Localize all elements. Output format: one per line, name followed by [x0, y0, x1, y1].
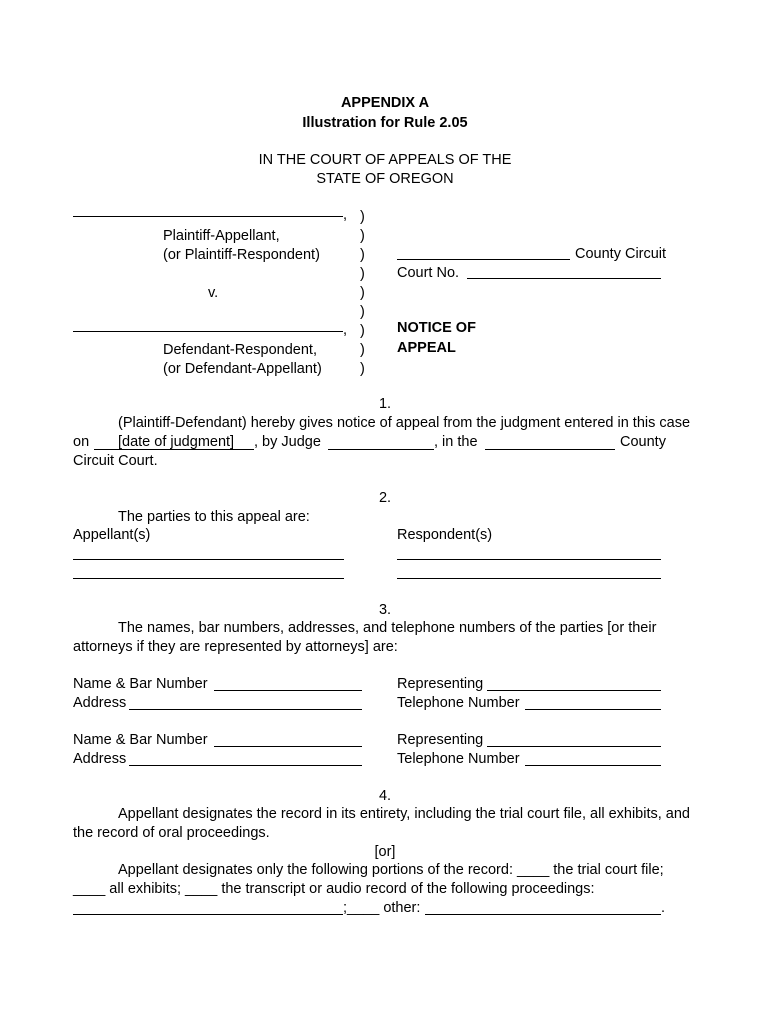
appendix-title: APPENDIX A: [340, 95, 430, 111]
defendant-alt-role: (or Defendant-Appellant): [163, 361, 322, 377]
section-1-in-the: , in the: [434, 434, 478, 450]
section-3-line2: attorneys if they are represented by attorneys] are:: [73, 639, 398, 655]
name-bar-blank-2[interactable]: [214, 746, 362, 747]
respondent-blank-2[interactable]: [397, 578, 661, 579]
caption-divider: ) ) ) ) ) ) ) ) ): [360, 209, 365, 377]
name-bar-label-1: Name & Bar Number: [73, 676, 208, 692]
section-1-line3: Circuit Court.: [73, 453, 158, 469]
section-4-line4: ____ all exhibits; ____ the transcript or audio record of the following proceedings:: [73, 881, 595, 897]
plaintiff-alt-role: (or Plaintiff-Respondent): [163, 247, 320, 263]
telephone-blank-1[interactable]: [525, 709, 661, 710]
telephone-label-1: Telephone Number: [397, 695, 520, 711]
section-4-number: 4.: [378, 788, 392, 804]
appellant-blank-1[interactable]: [73, 559, 344, 560]
name-bar-label-2: Name & Bar Number: [73, 732, 208, 748]
address-blank-1[interactable]: [129, 709, 362, 710]
section-3-line1: The names, bar numbers, addresses, and telephone numbers of the parties [or their: [118, 620, 657, 636]
section-4-other-label: ;____ other:: [343, 900, 421, 916]
section-4-period: .: [661, 900, 666, 916]
proceedings-blank[interactable]: [73, 914, 343, 915]
section-1-county: County: [620, 434, 666, 450]
court-no-blank[interactable]: [467, 278, 661, 279]
judgment-date-field: [date of judgment]: [118, 434, 235, 450]
address-label-2: Address: [73, 751, 127, 767]
other-blank[interactable]: [425, 914, 661, 915]
illustration-subtitle: Illustration for Rule 2.05: [302, 115, 468, 131]
judge-name-blank[interactable]: [328, 449, 434, 450]
notice-title-line1: NOTICE OF: [397, 320, 476, 336]
representing-label-1: Representing: [397, 676, 484, 692]
name-bar-blank-1[interactable]: [214, 690, 362, 691]
county-blank[interactable]: [397, 259, 570, 260]
plaintiff-name-blank[interactable]: [73, 216, 343, 217]
section-1-on: on: [73, 434, 90, 450]
defendant-name-blank[interactable]: [73, 331, 343, 332]
representing-label-2: Representing: [397, 732, 484, 748]
representing-blank-1[interactable]: [487, 690, 661, 691]
defendant-comma: ,: [343, 322, 348, 338]
county-name-blank[interactable]: [485, 449, 615, 450]
plaintiff-comma: ,: [343, 207, 348, 223]
versus-label: v.: [208, 285, 219, 301]
court-name-line1: IN THE COURT OF APPEALS OF THE: [258, 152, 512, 168]
respondent-blank-1[interactable]: [397, 559, 661, 560]
court-no-label: Court No.: [397, 265, 460, 281]
appellant-blank-2[interactable]: [73, 578, 344, 579]
appellants-label: Appellant(s): [73, 527, 151, 543]
address-label-1: Address: [73, 695, 127, 711]
address-blank-2[interactable]: [129, 765, 362, 766]
section-1-by-judge: , by Judge: [254, 434, 321, 450]
section-3-number: 3.: [378, 602, 392, 618]
respondents-label: Respondent(s): [397, 527, 493, 543]
section-2-number: 2.: [378, 490, 392, 506]
section-1-number: 1.: [378, 396, 392, 412]
section-2-intro: The parties to this appeal are:: [118, 509, 310, 525]
section-4-line3: Appellant designates only the following portions of the record: ____ the trial court file;: [118, 862, 664, 878]
defendant-role: Defendant-Respondent,: [163, 342, 317, 358]
section-1-line1: (Plaintiff-Defendant) hereby gives notice of appeal from the judgment entered in this case: [118, 415, 691, 431]
county-circuit-label: County Circuit: [575, 246, 667, 262]
telephone-label-2: Telephone Number: [397, 751, 520, 767]
section-4-line2: the record of oral proceedings.: [73, 825, 270, 841]
section-4-line1: Appellant designates the record in its entirety, including the trial court file, all exhibits, and: [118, 806, 690, 822]
notice-title-line2: APPEAL: [397, 340, 456, 356]
telephone-blank-2[interactable]: [525, 765, 661, 766]
plaintiff-role: Plaintiff-Appellant,: [163, 228, 280, 244]
court-name-line2: STATE OF OREGON: [316, 171, 454, 187]
representing-blank-2[interactable]: [487, 746, 661, 747]
section-4-or: [or]: [374, 844, 396, 860]
